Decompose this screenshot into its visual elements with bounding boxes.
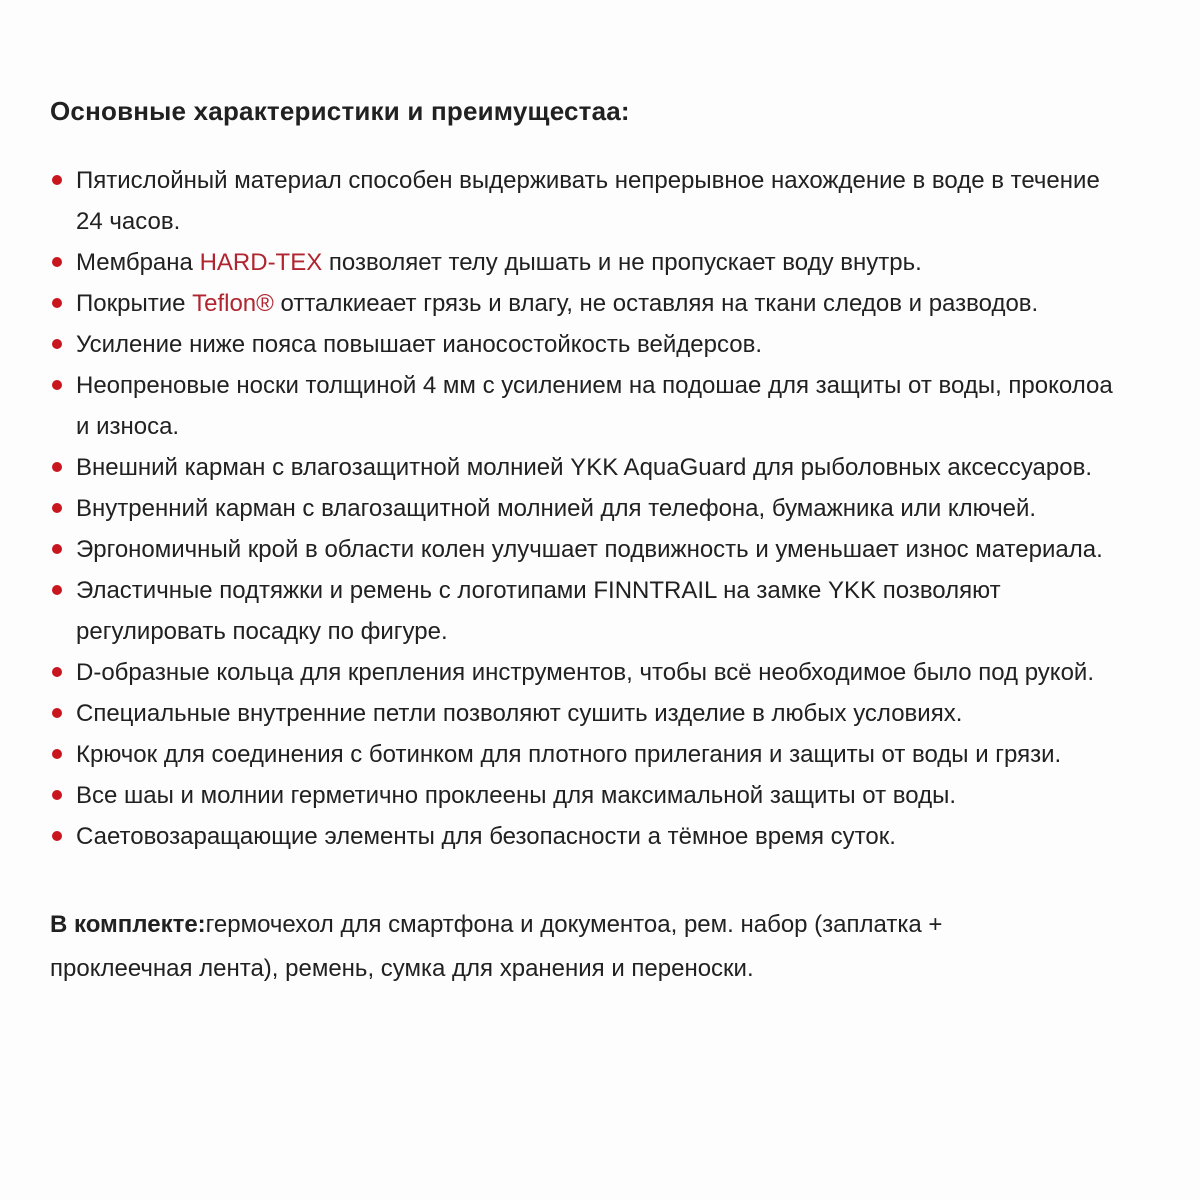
feature-item <box>50 570 1116 652</box>
bullet-icon <box>52 585 62 595</box>
feature-item <box>50 775 1116 816</box>
feature-item <box>50 160 1116 242</box>
feature-item <box>50 816 1116 857</box>
feature-text: Усиление ниже пояса повышает ианосостойкость вейдерсов. <box>76 331 763 358</box>
feature-item <box>50 488 1116 529</box>
feature-text: Специальные внутренние петли позволяют сушить изделие в любых условиях. <box>76 700 963 727</box>
feature-item <box>50 283 1116 324</box>
bullet-icon <box>52 380 62 390</box>
feature-item <box>50 324 1116 365</box>
bullet-icon <box>52 708 62 718</box>
package-contents-text: гермочехол для смартфона и документоа, рем. набор (заплатка + проклеечная лента), ремень, сумка для хранения и переноски. <box>50 911 943 982</box>
package-contents-label: В комплекте: <box>50 911 206 938</box>
feature-text: Саетовозаращающие элементы для безопасности а тёмное время суток. <box>76 823 896 850</box>
feature-text: Мембрана <box>76 249 200 276</box>
feature-text: позволяет телу дышать и не пропускает воду внутрь. <box>322 249 922 276</box>
bullet-icon <box>52 462 62 472</box>
bullet-icon <box>52 667 62 677</box>
feature-item <box>50 242 1116 283</box>
feature-item <box>50 693 1116 734</box>
bullet-icon <box>52 503 62 513</box>
bullet-icon <box>52 298 62 308</box>
bullet-icon <box>52 544 62 554</box>
feature-text: Все шаы и молнии герметично проклеены для максимальной защиты от воды. <box>76 782 956 809</box>
brand-term: Teflon® <box>192 290 274 317</box>
feature-item <box>50 365 1116 447</box>
brand-term: HARD-TEX <box>199 249 323 276</box>
feature-text: отталкиеает грязь и влагу, не оставляя на ткани следов и разводов. <box>273 290 1039 317</box>
bullet-icon <box>52 790 62 800</box>
feature-text: Эргономичный крой в области колен улучшает подвижность и уменьшает износ материала. <box>76 536 1103 563</box>
feature-text: Покрытие <box>76 290 193 317</box>
feature-text: Крючок для соединения с ботинком для плотного прилегания и защиты от воды и грязи. <box>76 741 1062 768</box>
package-contents-paragraph <box>50 903 1090 991</box>
page-title: Основные характеристики и преимущестаа: <box>50 96 630 126</box>
bullet-icon <box>52 749 62 759</box>
feature-item <box>50 734 1116 775</box>
feature-text: Внешний карман с влагозащитной молнией YKK AquaGuard для рыболовных аксессуаров. <box>76 454 1093 481</box>
features-list <box>50 160 1116 857</box>
bullet-icon <box>52 175 62 185</box>
bullet-icon <box>52 339 62 349</box>
feature-text: Пятислойный материал способен выдерживать непрерывное нахождение в воде в течение 24 часов. <box>76 167 1100 235</box>
feature-text: Внутренний карман с влагозащитной молнией для телефона, бумажника или ключей. <box>76 495 1037 522</box>
feature-text: Эластичные подтяжки и ремень с логотипами FINNTRAIL на замке YKK позволяют регулировать посадку по фигуре. <box>76 577 1001 645</box>
bullet-icon <box>52 257 62 267</box>
feature-text: Неопреновые носки толщиной 4 мм с усилением на подошае для защиты от воды, проколоа и износа. <box>76 372 1113 440</box>
feature-item <box>50 529 1116 570</box>
feature-item <box>50 447 1116 488</box>
feature-item <box>50 652 1116 693</box>
bullet-icon <box>52 831 62 841</box>
feature-text: D-образные кольца для крепления инструментов, чтобы всё необходимое было под рукой. <box>76 659 1094 686</box>
